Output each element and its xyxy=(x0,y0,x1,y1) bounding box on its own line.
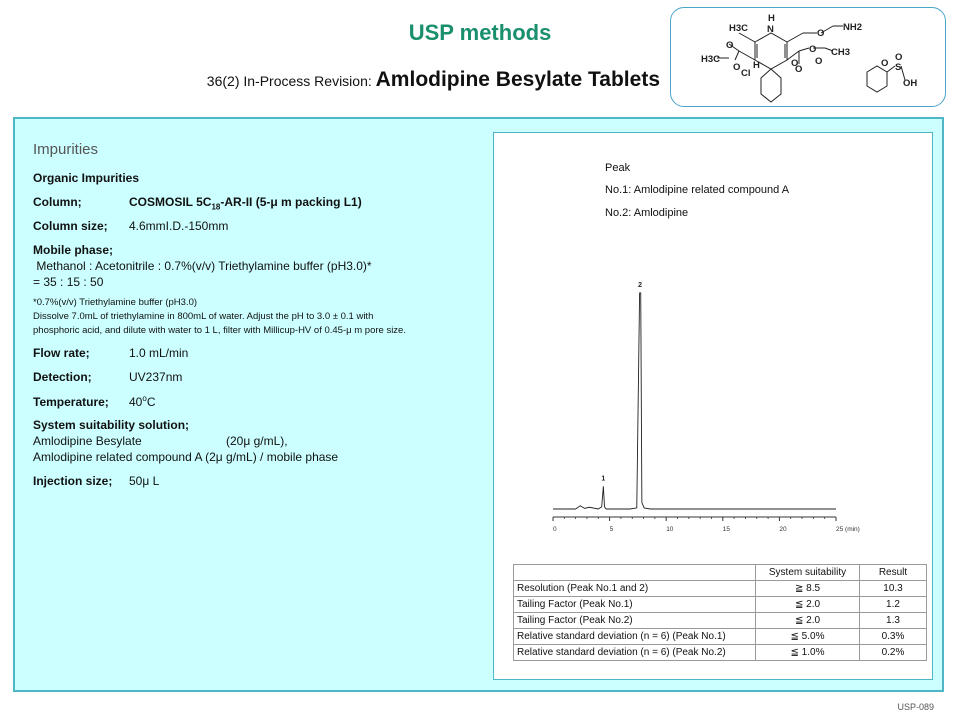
struct-label: H xyxy=(753,60,760,71)
flow-rate-label: Flow rate; xyxy=(33,346,90,360)
peak-1-label: No.1: Amlodipine related compound A xyxy=(605,184,790,196)
results-table xyxy=(513,564,927,661)
temperature-row xyxy=(33,394,155,409)
peak-annotation: 1 xyxy=(601,475,606,483)
mobile-phase-line2: = 35 : 15 : 50 xyxy=(33,275,104,289)
table-cell: Resolution (Peak No.1 and 2) xyxy=(514,581,756,597)
column-size-label: Column size; xyxy=(33,219,108,233)
chromatogram-panel xyxy=(493,132,933,680)
table-cell: 0.3% xyxy=(860,629,927,645)
sss-label: System suitability solution; xyxy=(33,418,190,432)
detection-label: Detection; xyxy=(33,370,92,384)
subtitle xyxy=(60,68,660,92)
x-tick-label: 25 (min) xyxy=(836,526,860,533)
table-row xyxy=(514,645,927,661)
x-tick-label: 5 xyxy=(609,526,614,533)
struct-label: O xyxy=(726,40,734,51)
x-tick-label: 0 xyxy=(553,526,557,533)
table-cell: Result xyxy=(860,565,927,581)
table-cell: 10.3 xyxy=(860,581,927,597)
flow-rate-row xyxy=(33,346,188,360)
table-cell xyxy=(514,565,756,581)
injection-row xyxy=(33,474,159,488)
x-tick-label: 15 xyxy=(722,526,731,533)
table-cell: 1.2 xyxy=(860,597,927,613)
struct-label: O xyxy=(791,58,799,69)
struct-label: O xyxy=(815,56,823,67)
table-cell: ≦ 2.0 xyxy=(756,597,860,613)
column-label: Column; xyxy=(33,195,82,209)
struct-label: O xyxy=(809,44,817,55)
detection-row xyxy=(33,370,182,384)
table-row xyxy=(514,613,927,629)
table-cell: ≦ 5.0% xyxy=(756,629,860,645)
struct-label: O xyxy=(881,58,889,69)
struct-label: S xyxy=(895,62,902,73)
table-cell: ≧ 8.5 xyxy=(756,581,860,597)
table-cell: ≦ 2.0 xyxy=(756,613,860,629)
column-size-value: 4.6mmI.D.-150mm xyxy=(129,219,229,233)
table-row xyxy=(514,597,927,613)
struct-label: CH3 xyxy=(831,47,851,58)
peak-heading: Peak xyxy=(605,162,631,174)
table-cell: ≦ 1.0% xyxy=(756,645,860,661)
chemical-structure-box xyxy=(670,7,946,107)
peak-2-label: No.2: Amlodipine xyxy=(605,207,689,219)
struct-label: H3C xyxy=(701,54,721,65)
sss-line2: Amlodipine related compound A (2μ g/mL) / mobile phase xyxy=(33,450,339,464)
table-cell: System suitability xyxy=(756,565,860,581)
subtitle-prefix: 36(2) In-Process Revision: xyxy=(206,73,376,89)
sss-line1: Amlodipine Besylate (20μ g/mL), xyxy=(33,434,288,448)
struct-label: O xyxy=(895,52,903,63)
injection-label: Injection size; xyxy=(33,474,113,488)
flow-rate-value: 1.0 mL/min xyxy=(129,346,189,360)
page-title: USP methods xyxy=(408,20,552,45)
chromatogram-chart xyxy=(494,273,932,533)
struct-label: H3C xyxy=(729,23,749,34)
struct-label: Cl xyxy=(741,68,751,79)
mobile-phase-label: Mobile phase; xyxy=(33,243,114,257)
temperature-value: 40$^o$C xyxy=(129,394,156,409)
x-tick-label: 20 xyxy=(779,526,787,533)
struct-label: OH xyxy=(903,78,918,89)
footer-code: USP-089 xyxy=(897,702,934,712)
table-cell: 0.2% xyxy=(860,645,927,661)
buffer-note: *0.7%(v/v) Triethylamine buffer (pH3.0) Dissolve 7.0mL of triethylamine in 800mL of water. Adjust the pH to 3.0 ± 0.1 with phosphoric acid, and dilute with water to 1 L, filter with Millicup-HV of 0.45-μ m pore size. xyxy=(33,297,406,336)
injection-value: 50μ L xyxy=(129,474,160,488)
subsection-heading: Organic Impurities xyxy=(33,171,140,185)
section-heading: Impurities xyxy=(33,141,99,158)
table-header-row xyxy=(514,565,927,581)
struct-label: O xyxy=(817,28,825,39)
table-cell: Tailing Factor (Peak No.2) xyxy=(514,613,756,629)
table-cell: Tailing Factor (Peak No.1) xyxy=(514,597,756,613)
table-cell: 1.3 xyxy=(860,613,927,629)
column-row xyxy=(33,195,362,211)
chemical-structure-diagram xyxy=(671,8,945,106)
subtitle-main: Amlodipine Besylate Tablets xyxy=(375,68,660,91)
column-size-row xyxy=(33,219,228,233)
mobile-phase-line1: Methanol : Acetonitrile : 0.7%(v/v) Triethylamine buffer (pH3.0)* xyxy=(33,259,372,273)
detection-value: UV237nm xyxy=(129,370,183,384)
column-value: COSMOSIL $5C_{18}-AR-II$ (5-μ m packing L1) xyxy=(129,195,362,212)
struct-label: N xyxy=(767,24,774,35)
peak-annotation: 2 xyxy=(638,282,643,289)
struct-label: NH2 xyxy=(843,22,863,33)
table-row xyxy=(514,581,927,597)
x-tick-label: 10 xyxy=(666,526,674,533)
series-line xyxy=(553,293,836,509)
struct-label: H xyxy=(768,13,775,24)
temperature-label: Temperature; xyxy=(33,395,109,409)
table-row xyxy=(514,629,927,645)
table-cell: Relative standard deviation (n = 6) (Peak No.2) xyxy=(514,645,756,661)
table-cell: Relative standard deviation (n = 6) (Peak No.1) xyxy=(514,629,756,645)
struct-label: O xyxy=(733,62,741,73)
struct-label: O xyxy=(795,64,803,75)
